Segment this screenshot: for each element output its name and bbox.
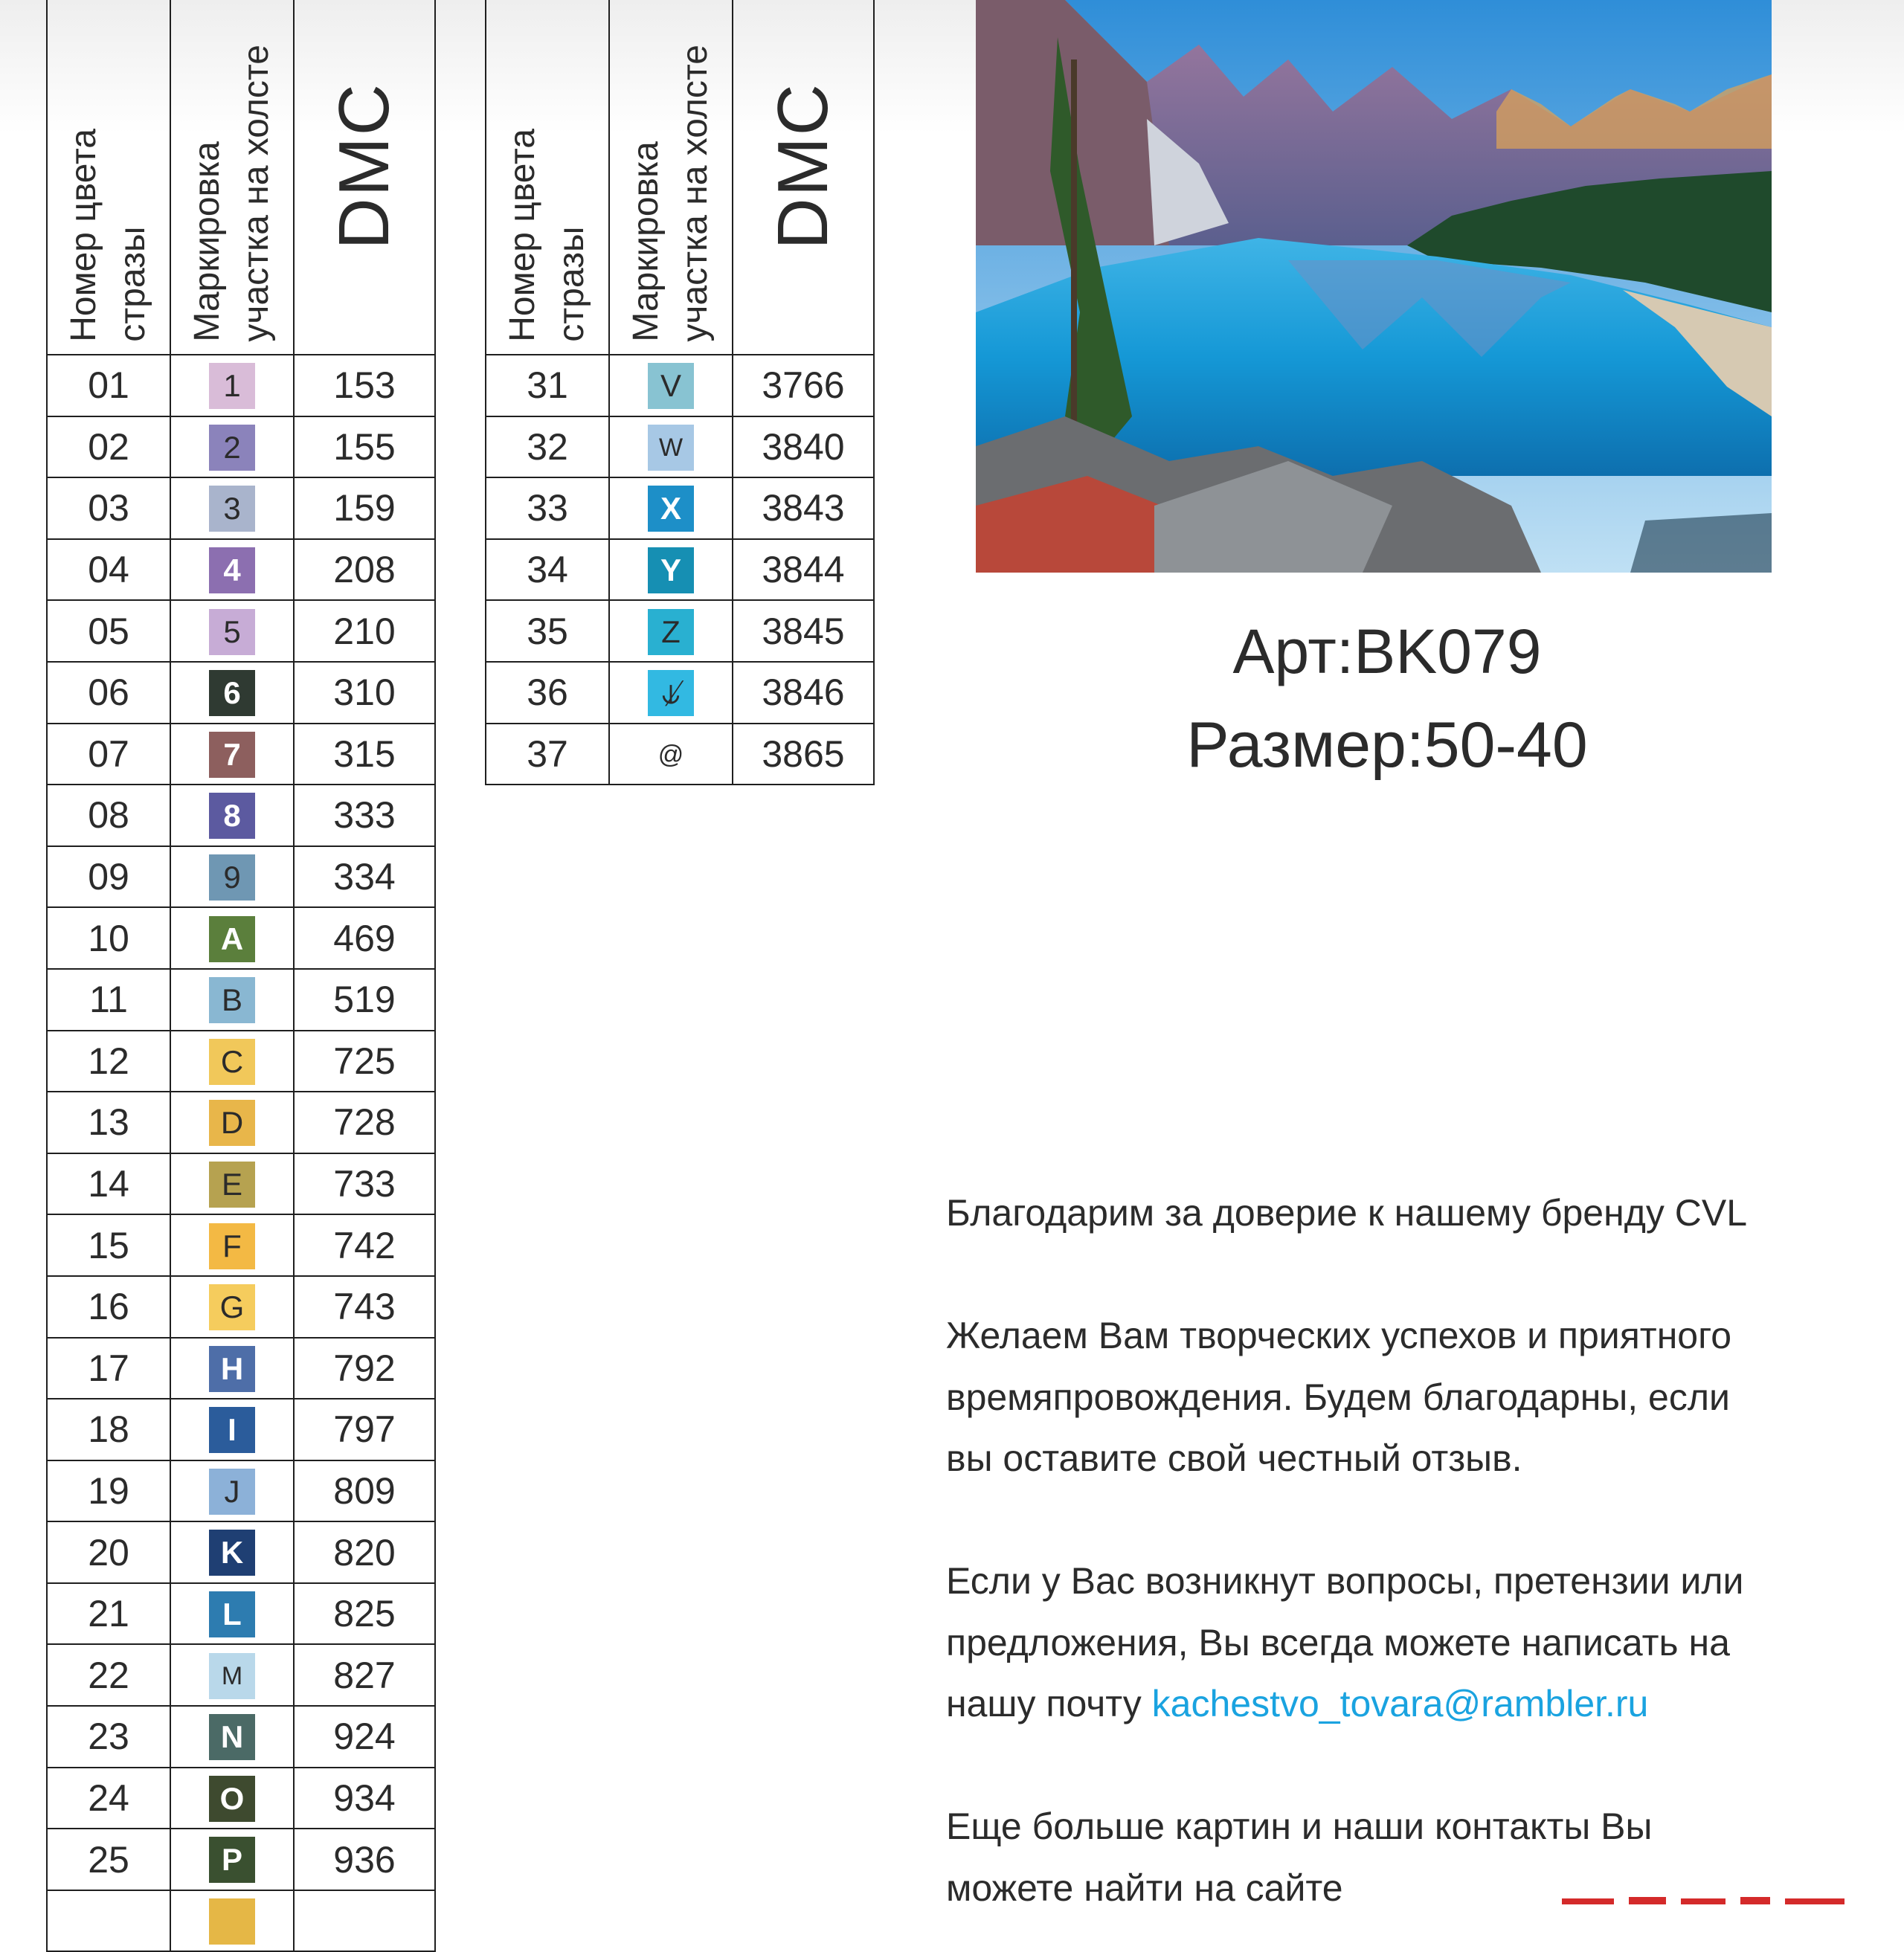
dmc-code-cell: 797 (294, 1399, 435, 1460)
color-swatch: 9 (209, 854, 255, 901)
marking-cell (609, 724, 733, 785)
table-row (47, 1583, 435, 1645)
header-canvas-marking-text: Маркировка участка на холсте (187, 45, 276, 342)
color-number-cell: 35 (486, 600, 609, 662)
marking-cell (170, 355, 294, 416)
color-swatch: C (209, 1039, 255, 1085)
color-swatch: 1 (209, 363, 255, 409)
color-swatch: D (209, 1100, 255, 1146)
marking-cell (170, 1583, 294, 1645)
table-row (486, 724, 874, 785)
dmc-code-cell: 310 (294, 662, 435, 724)
color-number-cell: 17 (47, 1338, 170, 1399)
dmc-code-cell: 3845 (733, 600, 874, 662)
color-swatch: W (648, 425, 694, 471)
table-row (47, 1829, 435, 1890)
color-number-cell: 01 (47, 355, 170, 416)
contact-line-1: Если у Вас возникнут вопросы, претензии или (946, 1560, 1744, 1602)
marking-cell (170, 1214, 294, 1276)
landscape-preview-image (976, 0, 1772, 573)
dmc-code-cell: 469 (294, 907, 435, 969)
support-email-link[interactable]: kachestvo_tovara@rambler.ru (1151, 1683, 1649, 1724)
color-number-cell: 24 (47, 1768, 170, 1829)
table-row (47, 846, 435, 908)
table-row (47, 969, 435, 1031)
table-row (47, 1706, 435, 1768)
color-number-cell: 14 (47, 1153, 170, 1215)
color-swatch: A (209, 916, 255, 962)
more-line-2: можете найти на сайте (946, 1866, 1343, 1909)
marking-cell (170, 1768, 294, 1829)
table-row (47, 1644, 435, 1706)
marking-cell (609, 600, 733, 662)
table-row (47, 600, 435, 662)
color-number-cell: 07 (47, 724, 170, 785)
marking-cell (609, 539, 733, 601)
color-swatch: 4 (209, 547, 255, 593)
color-swatch: H (209, 1346, 255, 1392)
color-number-cell: 23 (47, 1706, 170, 1768)
color-swatch: L (209, 1591, 255, 1637)
color-swatch: 3 (209, 486, 255, 532)
color-number-cell: 15 (47, 1214, 170, 1276)
header-dmc-text: DMC (763, 83, 843, 250)
marking-cell (170, 1460, 294, 1522)
color-swatch: O (209, 1776, 255, 1822)
dmc-code-cell: 334 (294, 846, 435, 908)
color-legend-table-right (485, 0, 875, 785)
color-number-cell: 05 (47, 600, 170, 662)
contact-message (946, 1550, 1876, 1735)
color-swatch: J (209, 1469, 255, 1515)
marking-cell (170, 785, 294, 846)
article-code: Арт:BK079 (1232, 616, 1542, 686)
dmc-code-cell: 743 (294, 1276, 435, 1338)
header-color-number-text: Номер цвета стразы (503, 129, 591, 342)
dmc-code-cell: 155 (294, 416, 435, 478)
dmc-code-cell: 333 (294, 785, 435, 846)
table-row (47, 724, 435, 785)
color-swatch: @ (648, 732, 694, 778)
color-swatch: K (209, 1530, 255, 1576)
header-dmc (733, 0, 874, 355)
color-number-cell: 02 (47, 416, 170, 478)
color-number-cell: 20 (47, 1521, 170, 1583)
marking-cell (170, 1092, 294, 1153)
marking-cell (170, 600, 294, 662)
marking-cell (609, 355, 733, 416)
marking-cell (170, 1521, 294, 1583)
table-row (47, 539, 435, 601)
table-row (47, 1399, 435, 1460)
header-dmc-text: DMC (324, 83, 404, 250)
canvas-size: Размер:50-40 (1186, 709, 1588, 781)
color-number-cell: 16 (47, 1276, 170, 1338)
color-swatch: 7 (209, 732, 255, 778)
dmc-code-cell: 208 (294, 539, 435, 601)
color-number-cell: 25 (47, 1829, 170, 1890)
table-row (486, 477, 874, 539)
table-row (47, 1460, 435, 1522)
marking-cell (170, 1153, 294, 1215)
table-row (47, 355, 435, 416)
header-canvas-marking (170, 0, 294, 355)
dmc-code-cell: 3843 (733, 477, 874, 539)
dmc-code-cell: 3846 (733, 662, 874, 724)
marking-cell (170, 416, 294, 478)
wish-line-3: вы оставите свой честный отзыв. (946, 1437, 1522, 1479)
marking-cell (170, 1031, 294, 1092)
marking-cell (170, 539, 294, 601)
color-swatch: P (209, 1837, 255, 1883)
color-number-cell: 36 (486, 662, 609, 724)
marking-cell (170, 1276, 294, 1338)
marking-cell (170, 1829, 294, 1890)
color-swatch: 5 (209, 609, 255, 655)
color-swatch: G (209, 1284, 255, 1330)
table-row (486, 662, 874, 724)
table-header-row (47, 0, 435, 355)
color-number-cell: 18 (47, 1399, 170, 1460)
marking-cell (170, 1706, 294, 1768)
table-row (47, 1214, 435, 1276)
header-color-number (47, 0, 170, 355)
color-swatch: V (648, 363, 694, 409)
color-swatch: F (209, 1223, 255, 1269)
dmc-code-cell: 825 (294, 1583, 435, 1645)
dmc-code-cell: 153 (294, 355, 435, 416)
brand-logo-fragment (1562, 1895, 1844, 1904)
table-row (47, 477, 435, 539)
dmc-code-cell (294, 1890, 435, 1952)
contact-line-3 (946, 1673, 1876, 1735)
table-row (47, 662, 435, 724)
table-header-row (486, 0, 874, 355)
marking-cell (170, 1644, 294, 1706)
dmc-code-cell: 159 (294, 477, 435, 539)
dmc-code-cell: 934 (294, 1768, 435, 1829)
marking-cell (609, 416, 733, 478)
color-number-cell: 11 (47, 969, 170, 1031)
wish-message (946, 1305, 1876, 1489)
table-row (47, 785, 435, 846)
dmc-code-cell: 809 (294, 1460, 435, 1522)
color-number-cell: 34 (486, 539, 609, 601)
color-number-cell: 33 (486, 477, 609, 539)
table-row (47, 1768, 435, 1829)
wish-line-1: Желаем Вам творческих успехов и приятного (946, 1315, 1732, 1356)
marking-cell (170, 662, 294, 724)
color-number-cell: 21 (47, 1583, 170, 1645)
marking-cell (170, 1338, 294, 1399)
dmc-code-cell: 733 (294, 1153, 435, 1215)
color-swatch: Y (648, 547, 694, 593)
color-number-cell: 13 (47, 1092, 170, 1153)
color-number-cell: 19 (47, 1460, 170, 1522)
color-number-cell: 04 (47, 539, 170, 601)
contact-line-2: предложения, Вы всегда можете написать на (946, 1621, 1730, 1663)
color-swatch: ⫝̸ (648, 670, 694, 716)
dmc-code-cell: 728 (294, 1092, 435, 1153)
wish-line-2: времяпровождения. Будем благодарны, если (946, 1376, 1730, 1418)
dmc-code-cell: 3840 (733, 416, 874, 478)
color-swatch: M (209, 1653, 255, 1699)
color-number-cell: 03 (47, 477, 170, 539)
color-number-cell: 32 (486, 416, 609, 478)
color-number-cell (47, 1890, 170, 1952)
color-swatch: Z (648, 609, 694, 655)
dmc-code-cell: 3844 (733, 539, 874, 601)
marking-cell (170, 477, 294, 539)
color-number-cell: 06 (47, 662, 170, 724)
marking-cell (170, 907, 294, 969)
table-row (47, 416, 435, 478)
dmc-code-cell: 820 (294, 1521, 435, 1583)
more-line-1: Еще больше картин и наши контакты Вы (946, 1806, 1653, 1847)
color-number-cell: 10 (47, 907, 170, 969)
header-canvas-marking (609, 0, 733, 355)
marking-cell (170, 969, 294, 1031)
dmc-code-cell: 924 (294, 1706, 435, 1768)
marking-cell (170, 846, 294, 908)
color-swatch: B (209, 977, 255, 1023)
thanks-message (946, 1182, 1876, 1244)
dmc-code-cell: 827 (294, 1644, 435, 1706)
color-swatch: N (209, 1714, 255, 1760)
table-row (47, 1890, 435, 1952)
table-row (486, 600, 874, 662)
header-color-number (486, 0, 609, 355)
table-row (486, 355, 874, 416)
color-swatch: 2 (209, 425, 255, 471)
marking-cell (170, 724, 294, 785)
color-number-cell: 09 (47, 846, 170, 908)
marking-cell (170, 1890, 294, 1952)
header-canvas-marking-text: Маркировка участка на холсте (626, 45, 715, 342)
color-number-cell: 31 (486, 355, 609, 416)
color-number-cell: 37 (486, 724, 609, 785)
table-row (47, 1092, 435, 1153)
table-row (47, 1153, 435, 1215)
dmc-code-cell: 315 (294, 724, 435, 785)
table-row (47, 1521, 435, 1583)
color-number-cell: 22 (47, 1644, 170, 1706)
dmc-code-cell: 519 (294, 969, 435, 1031)
dmc-code-cell: 3766 (733, 355, 874, 416)
table-row (47, 1031, 435, 1092)
color-swatch: X (648, 486, 694, 532)
color-swatch: 6 (209, 670, 255, 716)
color-swatch: E (209, 1162, 255, 1208)
header-dmc (294, 0, 435, 355)
marking-cell (609, 662, 733, 724)
dmc-code-cell: 742 (294, 1214, 435, 1276)
marking-cell (170, 1399, 294, 1460)
header-color-number-text: Номер цвета стразы (64, 129, 152, 342)
marking-cell (609, 477, 733, 539)
dmc-code-cell: 936 (294, 1829, 435, 1890)
color-swatch: 8 (209, 793, 255, 839)
table-row (47, 1338, 435, 1399)
contact-line-3-prefix: нашу почту (946, 1683, 1142, 1724)
color-number-cell: 08 (47, 785, 170, 846)
color-swatch (209, 1898, 255, 1945)
color-swatch: I (209, 1407, 255, 1453)
table-row (486, 416, 874, 478)
dmc-code-cell: 792 (294, 1338, 435, 1399)
dmc-code-cell: 3865 (733, 724, 874, 785)
dmc-code-cell: 210 (294, 600, 435, 662)
dmc-code-cell: 725 (294, 1031, 435, 1092)
color-number-cell: 12 (47, 1031, 170, 1092)
table-row (47, 907, 435, 969)
table-row (486, 539, 874, 601)
thanks-text: Благодарим за доверие к нашему бренду CVL (946, 1192, 1748, 1234)
table-row (47, 1276, 435, 1338)
color-legend-table-left (46, 0, 436, 1952)
